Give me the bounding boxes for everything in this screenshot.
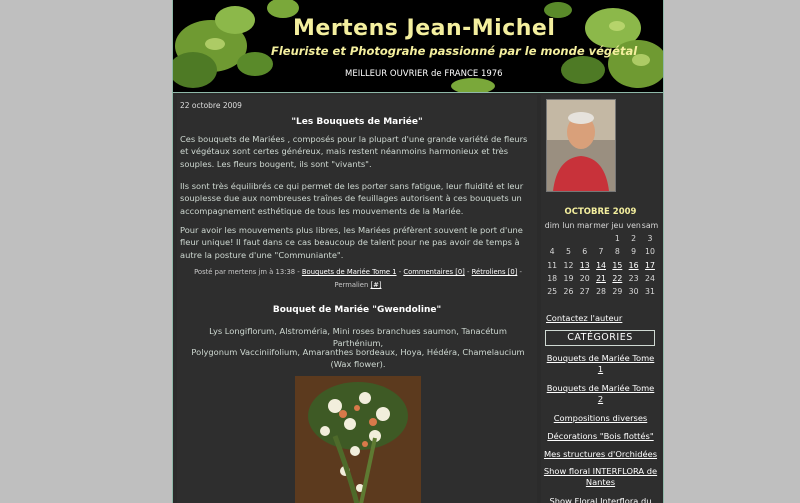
category-item[interactable]: Bouquets de Mariée Tome 1	[546, 353, 655, 374]
category-link[interactable]: Bouquets de Mariée Tome 1	[301, 268, 397, 276]
section-text-1: Lys Longiflorum, Alstroméria, Mini roses branchues saumon, Tanacétum Parthénium,	[209, 326, 507, 349]
calendar-header-row	[544, 219, 658, 232]
calendar-day: 2	[631, 234, 637, 244]
award-text: MEILLEUR OUVRIER de FRANCE 1976	[345, 69, 503, 79]
calendar-day: 9	[631, 247, 637, 257]
calendar-weekday: sam	[641, 221, 659, 231]
calendar-weekday: jeu	[611, 221, 624, 231]
categories-heading: CATÉGORIES	[545, 330, 655, 346]
calendar-day: 1	[614, 234, 620, 244]
author-portrait-image	[547, 100, 615, 191]
permalink-label: Permalien	[334, 281, 369, 289]
permalink-link[interactable]: [#]	[370, 281, 382, 289]
calendar-day[interactable]: 22	[612, 273, 623, 283]
calendar-weekday: mar	[576, 221, 593, 231]
calendar-day: 28	[596, 287, 606, 297]
sidebar	[541, 95, 660, 503]
calendar	[544, 219, 658, 298]
bouquet-photo[interactable]	[295, 376, 421, 503]
calendar-day[interactable]: 21	[596, 273, 606, 283]
footer-separator: -	[519, 268, 522, 276]
calendar-week	[544, 245, 658, 258]
site-title[interactable]: Mertens Jean-Michel	[293, 16, 556, 41]
post-footer	[183, 266, 533, 292]
calendar-day[interactable]: 14	[596, 260, 606, 270]
calendar-day: 25	[547, 287, 558, 297]
calendar-week	[544, 272, 658, 285]
section-title: Bouquet de Mariée "Gwendoline"	[272, 305, 442, 315]
calendar-day[interactable]: 16	[628, 260, 639, 270]
header-banner	[173, 0, 663, 93]
calendar-day: 8	[614, 247, 620, 257]
site-subtitle: Fleuriste et Photograhe passionné par le monde végétal	[271, 44, 638, 58]
calendar-empty-cell	[544, 232, 560, 245]
calendar-week	[544, 259, 658, 272]
calendar-day: 30	[628, 287, 639, 297]
calendar-week	[544, 285, 658, 298]
calendar-day: 18	[547, 273, 558, 283]
posted-by-text: Posté par mertens jm à 13:38 -	[194, 268, 300, 276]
post-title: "Les Bouquets de Mariée"	[291, 117, 423, 127]
post-date: 22 octobre 2009	[180, 101, 242, 110]
main-column	[177, 95, 537, 503]
category-item[interactable]: Show Floral Interflora du	[549, 496, 652, 503]
calendar-day: 29	[612, 287, 623, 297]
calendar-day: 3	[647, 234, 653, 244]
calendar-day: 31	[645, 287, 655, 297]
category-item[interactable]: Décorations "Bois flottés"	[547, 431, 654, 441]
calendar-day: 7	[598, 247, 604, 257]
category-item[interactable]: Mes structures d'Orchidées	[543, 449, 658, 459]
footer-separator: -	[398, 268, 402, 276]
footer-separator: -	[467, 268, 470, 276]
calendar-empty-cell	[577, 232, 593, 245]
calendar-weekday: mer	[593, 221, 609, 231]
calendar-day: 6	[582, 247, 588, 257]
calendar-day: 27	[579, 287, 590, 297]
calendar-day[interactable]: 15	[612, 260, 623, 270]
calendar-day: 12	[563, 260, 574, 270]
category-item[interactable]: Show floral INTERFLORA de Nantes	[543, 466, 658, 487]
calendar-weekday: ven	[626, 221, 641, 231]
comments-link[interactable]: Commentaires [0]	[403, 268, 465, 276]
bouquet-image	[295, 376, 421, 503]
calendar-day: 5	[565, 247, 571, 257]
calendar-empty-cell	[593, 232, 609, 245]
calendar-weekday: lun	[562, 221, 575, 231]
blog-page	[172, 0, 664, 503]
calendar-day: 19	[563, 273, 574, 283]
calendar-empty-cell	[560, 232, 576, 245]
post-paragraph-3: Pour avoir les mouvements plus libres, les Mariées préfèrent souvent le port d'une fleur unique! Il faut dans ce cas beaucoup de talent pour ne pas avoir de temps à autre la posture d'une "Communiante".	[180, 225, 523, 260]
calendar-weekday: dim	[544, 221, 560, 231]
calendar-week	[544, 232, 658, 245]
calendar-day: 10	[645, 247, 655, 257]
calendar-day[interactable]: 13	[579, 260, 590, 270]
category-item[interactable]: Bouquets de Mariée Tome 2	[546, 383, 655, 404]
calendar-day: 11	[547, 260, 558, 270]
category-item[interactable]: Compositions diverses	[553, 413, 648, 423]
calendar-day: 26	[563, 287, 574, 297]
calendar-day: 23	[628, 273, 639, 283]
trackbacks-link[interactable]: Rétroliens [0]	[471, 268, 518, 276]
section-text-2: Polygonum Vacciniifolium, Amaranthes bordeaux, Hoya, Hédéra, Chamelaucium (Wax flower).	[191, 347, 525, 370]
author-photo[interactable]	[546, 99, 616, 192]
post-paragraph-1: Ces bouquets de Mariées , composés pour la plupart d'une grande variété de fleurs et végétaux sont certes généreux, mais restent néanmoins harmonieux et très souples. Les fleurs bougent, ils sont "vivants".	[180, 134, 528, 169]
calendar-day: 4	[549, 247, 555, 257]
calendar-day[interactable]: 17	[645, 260, 655, 270]
calendar-day: 20	[579, 273, 590, 283]
calendar-title: OCTOBRE 2009	[564, 207, 637, 217]
contact-author-link[interactable]: Contactez l'auteur	[546, 313, 623, 323]
calendar-day: 24	[645, 273, 655, 283]
post-paragraph-2: Ils sont très équilibrés ce qui permet de les porter sans fatigue, leur fluidité et leur souplesse due aux nombreuses traînes de feuillages autorisent à ces bouquets un accompagnement esthétique de tous les mouvements de la Mariée.	[180, 181, 524, 216]
